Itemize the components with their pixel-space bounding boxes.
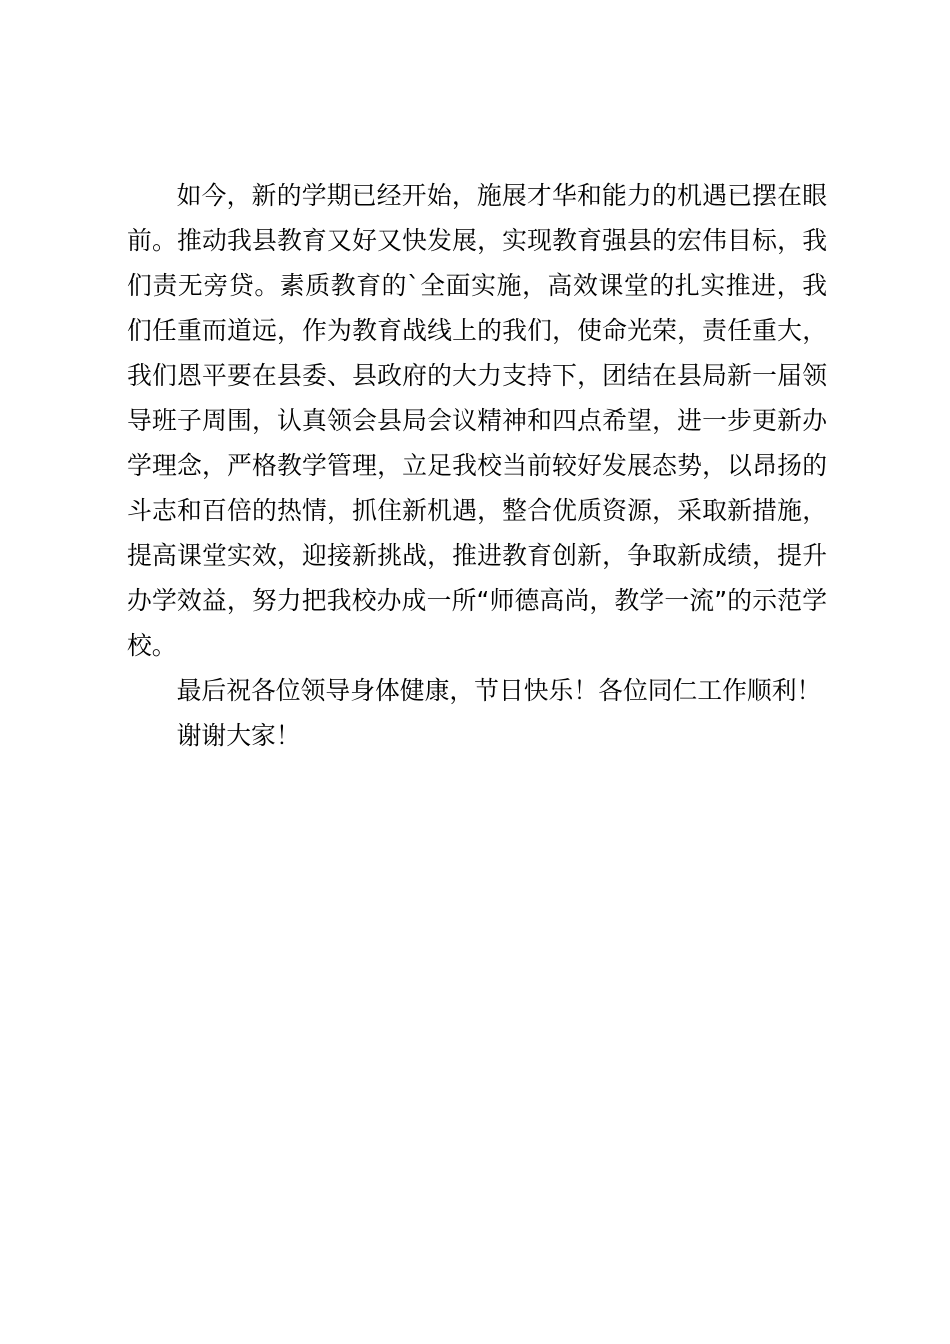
document-body <box>127 173 827 758</box>
paragraph-thanks: 谢谢大家！ <box>176 721 301 750</box>
paragraph-main: 如今，新的学期已经开始，施展才华和能力的机遇已摆在眼前。推动我县教育又好又快发展，实现教育强县的宏伟目标，我们责无旁贷。素质教育的`全面实施，高效课堂的扎实推进，我们任重而道远，作为教育战线上的我们，使命光荣，责任重大，我们恩平要在县委、县政府的大力支持下，团结在县局新一届领导班子周围，认真领会县局会议精神和四点希望，进一步更新办学理念，严格教学管理，立足我校当前较好发展态势，以昂扬的斗志和百倍的热情，抓住新机遇，整合优质资源，采取新措施，提高课堂实效，迎接新挑战，推进教育创新，争取新成绩，提升办学效益，努力把我校办成一所“师德高尚，教学一流”的示范学校。 <box>127 181 827 660</box>
paragraph-wishes: 最后祝各位领导身体健康，节日快乐！各位同仁工作顺利！ <box>176 676 822 705</box>
